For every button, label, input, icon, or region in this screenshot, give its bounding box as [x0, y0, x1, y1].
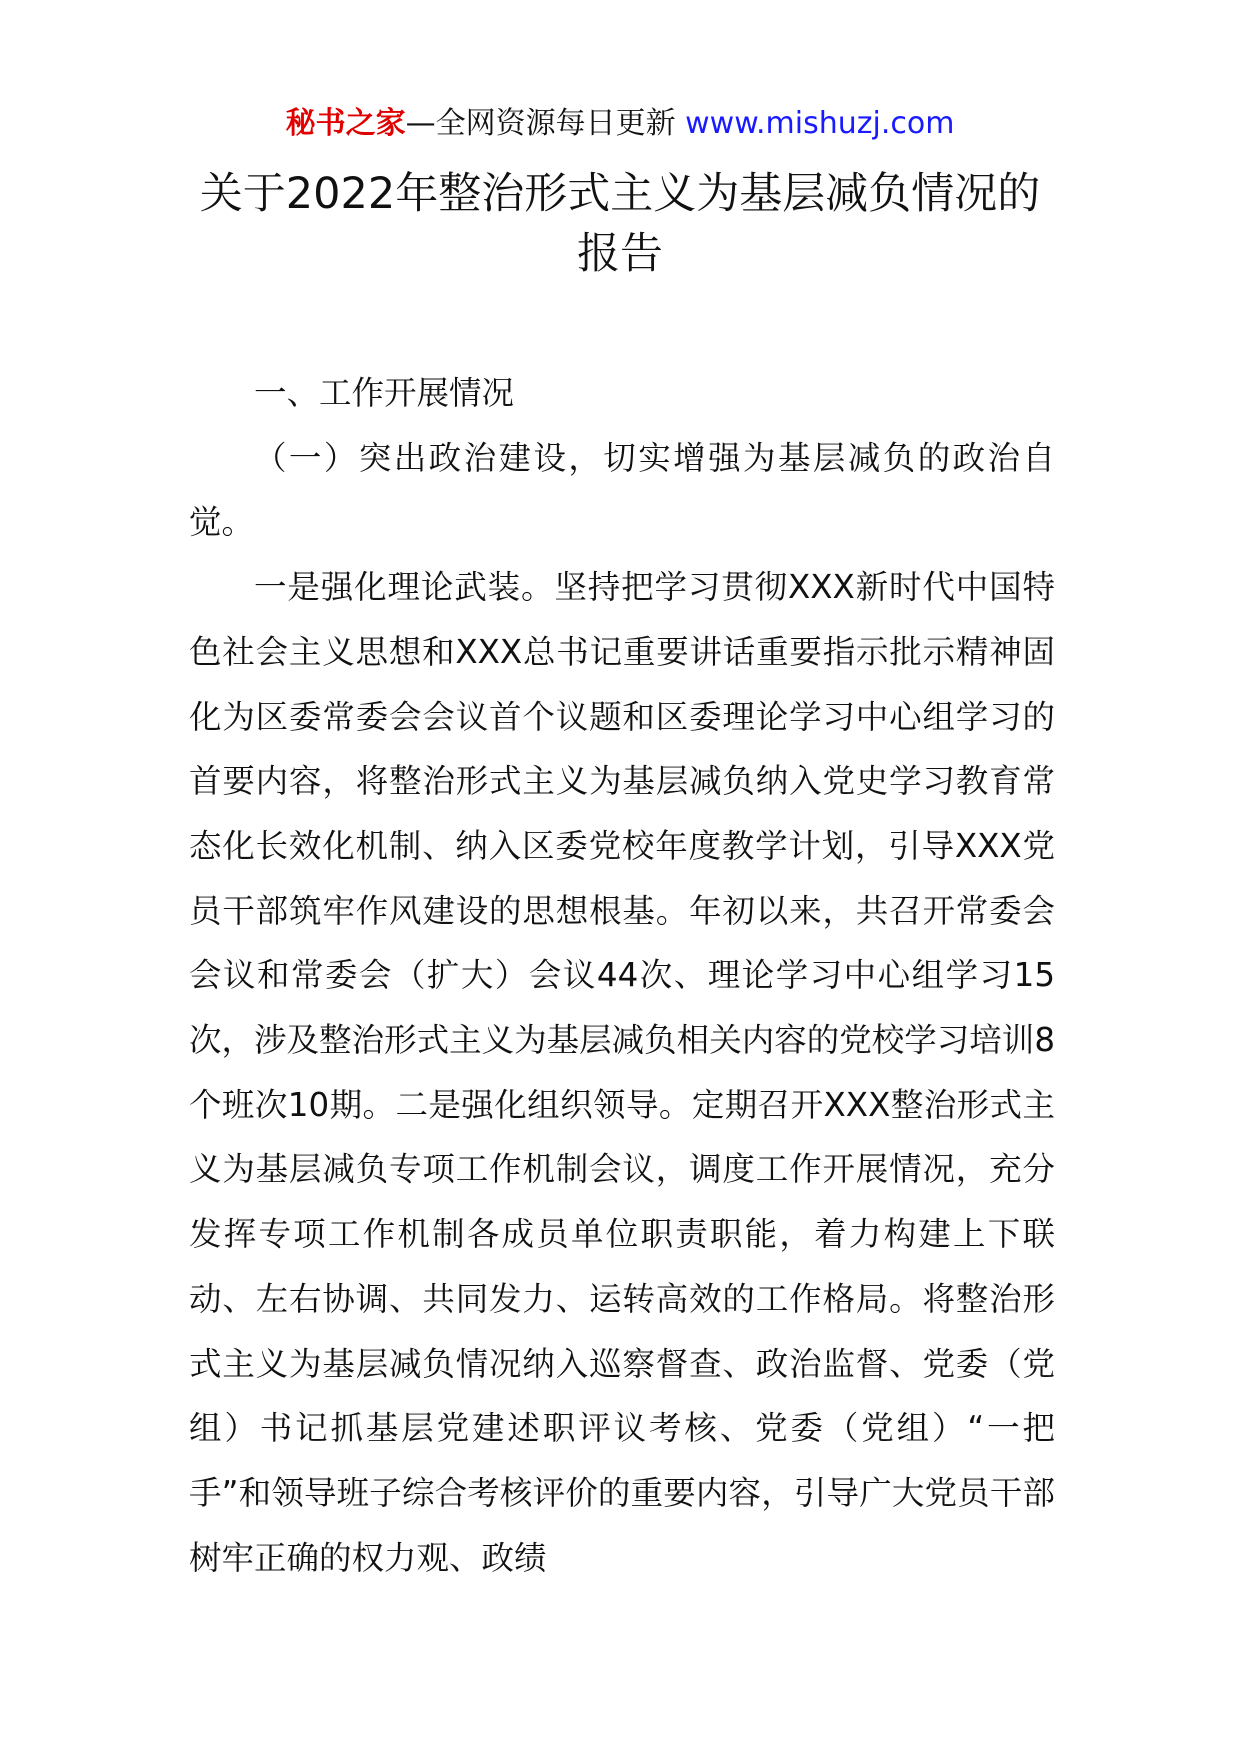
body-paragraph: 一是强化理论武装。坚持把学习贯彻XXX新时代中国特色社会主义思想和XXX总书记重要讲话重要指示批示精神固化为区委常委会会议首个议题和区委理论学习中心组学习的首要内容，将整治形式主义为基层减负纳入党史学习教育常态化长效化机制、纳入区委党校年度教学计划，引导XXX党员干部筑牢作风建设的思想根基。年初以来，共召开常委会会议和常委会（扩大）会议44次、理论学习中心组学习15次，涉及整治形式主义为基层减负相关内容的党校学习培训8个班次10期。二是强化组织领导。定期召开XXX整治形式主义为基层减负专项工作机制会议，调度工作开展情况，充分发挥专项工作机制各成员单位职责职能，着力构建上下联动、左右协调、共同发力、运转高效的工作格局。将整治形式主义为基层减负情况纳入巡察督查、政治监督、党委（党组）书记抓基层党建述职评议考核、党委（党组）“一把手”和领导班子综合考核评价的重要内容，引导广大党员干部树牢正确的权力观、政绩: [189, 568, 1055, 1577]
document-body: [189, 361, 1055, 1590]
section-heading: 一、工作开展情况: [254, 374, 515, 412]
document-title: 关于2022年整治形式主义为基层减负情况的报告: [199, 169, 1041, 279]
banner-tagline: —全网资源每日更新: [405, 106, 686, 141]
site-url-link[interactable]: www.mishuzj.com: [685, 106, 955, 141]
brand-name: 秘书之家: [285, 106, 406, 141]
site-banner: [0, 104, 1240, 144]
subsection-heading: （一）突出政治建设，切实增强为基层减负的政治自觉。: [189, 438, 1055, 542]
